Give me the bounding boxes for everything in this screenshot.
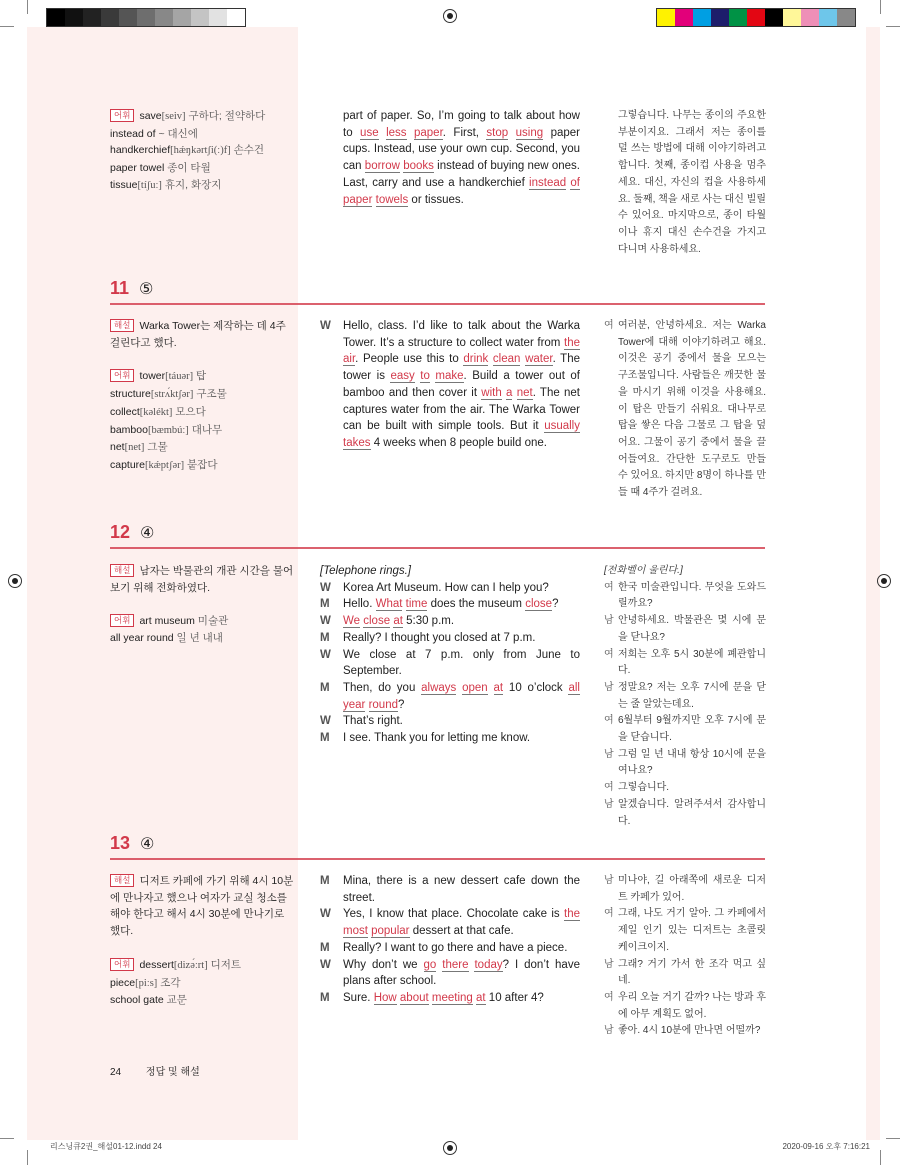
notes-column bbox=[110, 108, 295, 195]
dialogue-text: Hello, class. I’d like to talk about the Warka Tower. It’s a structure to collect water from the air. People use this to drink clean water. The tower is easy to make. Build a tower out of bamboo and then cover it with a net. The net captures water from the air. The Warka Tower can be built with simple tools. But it usually takes 4 weeks when 8 people build one. bbox=[343, 320, 580, 449]
color-swatch bbox=[783, 9, 801, 26]
highlighted-phrase: today bbox=[474, 958, 503, 971]
page-number: 24 bbox=[110, 1067, 122, 1078]
color-swatch bbox=[801, 9, 819, 26]
explanation-tag: 해설 bbox=[110, 874, 134, 887]
translation-line bbox=[604, 906, 766, 956]
vocab-word: school gate bbox=[110, 994, 164, 1007]
translation-text: 그래, 나도 거기 알아. 그 카페에서 제일 인기 있는 디저트는 초콜릿 케이크이지. bbox=[618, 908, 766, 953]
registration-mark-icon bbox=[877, 574, 891, 588]
speaker-label: 남 bbox=[604, 875, 614, 886]
dialogue-column bbox=[320, 873, 580, 1007]
vocab-phonetic: [hǽŋkərtʃi(ː)f] bbox=[170, 145, 231, 157]
speaker-label: M bbox=[320, 681, 330, 694]
vocab-item bbox=[110, 457, 295, 475]
vocab-meaning: 대나무 bbox=[191, 423, 223, 436]
explanation-text: 디저트 카페에 가기 위해 4시 10분에 만나자고 했으나 여자가 교실 청소를 해야 한다고 해서 4시 30분에 만나기로 했다. bbox=[110, 875, 294, 938]
translation-line bbox=[604, 647, 766, 680]
vocab-phonetic: [kəlékt] bbox=[139, 406, 173, 418]
section-number bbox=[110, 522, 154, 543]
highlighted-phrase: instead bbox=[529, 176, 567, 189]
translation-text: 그렇습니다. bbox=[618, 782, 670, 794]
speaker-label: 남 bbox=[604, 798, 614, 810]
vocab-word: handkerchief bbox=[110, 144, 171, 157]
highlighted-phrase: there bbox=[442, 958, 469, 971]
explanation-tag: 해설 bbox=[110, 564, 134, 577]
dialogue-line bbox=[320, 318, 580, 452]
dialogue-line bbox=[320, 906, 580, 939]
highlighted-phrase: make bbox=[435, 370, 464, 383]
vocab-tag: 어휘 bbox=[110, 369, 134, 382]
dialogue-column bbox=[343, 108, 580, 208]
section-divider bbox=[110, 547, 765, 549]
vocab-item bbox=[110, 613, 295, 630]
notes-column bbox=[110, 563, 295, 647]
vocab-phonetic: [bæmbúː] bbox=[147, 424, 189, 436]
section-divider bbox=[110, 303, 765, 305]
dialogue-line bbox=[320, 680, 580, 713]
crop-mark bbox=[27, 1150, 28, 1165]
answer-choice: ④ bbox=[140, 836, 155, 853]
vocab-item bbox=[110, 439, 295, 457]
highlighted-phrase: the bbox=[564, 908, 580, 921]
color-swatch bbox=[227, 9, 245, 26]
speaker-label: 남 bbox=[604, 748, 614, 760]
translation-text: 6월부터 9월까지만 오후 7시에 문을 닫습니다. bbox=[618, 715, 766, 744]
translation-line bbox=[604, 747, 766, 780]
translation-text: 한국 미술관입니다. 무엇을 도와드릴까요? bbox=[618, 581, 766, 610]
vocab-item bbox=[110, 975, 295, 993]
section-divider bbox=[110, 858, 765, 860]
vocab-tag: 어휘 bbox=[110, 958, 134, 971]
speaker-label: W bbox=[320, 320, 331, 332]
vocab-meaning: 조각 bbox=[160, 976, 181, 989]
speaker-label: W bbox=[320, 581, 331, 594]
dialogue-line bbox=[320, 730, 580, 747]
highlighted-phrase: clean bbox=[492, 353, 521, 366]
translation-text: 저희는 오후 5시 30분에 폐관합니다. bbox=[618, 648, 766, 677]
color-swatch bbox=[119, 9, 137, 26]
dialogue-text: We close at 5:30 p.m. bbox=[343, 615, 455, 628]
highlighted-phrase: using bbox=[515, 126, 544, 139]
dialogue-text: I see. Thank you for letting me know. bbox=[343, 732, 531, 745]
speaker-label: 여 bbox=[604, 581, 614, 593]
dialogue-text: That’s right. bbox=[343, 715, 403, 728]
explanation-text: Warka Tower는 제작하는 데 4주 걸린다고 했다. bbox=[110, 320, 286, 349]
highlighted-phrase: less bbox=[386, 126, 407, 139]
crop-mark bbox=[0, 26, 14, 27]
vocab-word: piece bbox=[110, 976, 136, 989]
speaker-label: M bbox=[320, 941, 330, 954]
vocab-word: all year round bbox=[110, 632, 174, 645]
vocab-word: dessert bbox=[139, 958, 174, 971]
vocab-meaning: ~ 대신에 bbox=[158, 127, 198, 140]
question-number: 13 bbox=[110, 833, 131, 853]
dialogue-text: Then, do you always open at 10 o’clock all year round? bbox=[343, 681, 580, 711]
explanation bbox=[110, 563, 295, 596]
translation-line bbox=[604, 1023, 766, 1040]
translation-text: 그렇습니다. 나무는 종이의 주요한 부분이지요. 그래서 저는 종이를 덜 쓰는 방법에 대해 이야기하려고 합니다. 첫째, 종이컵 사용을 멈추세요. 대신, 자신의 컵을 사용하세요. 둘째, 책을 새로 사는 대신 빌릴 수 있어요. 마지막으로, 종이 타월이나 휴지 대신 손수건을 가지고 다니며 사용하세요. bbox=[618, 110, 766, 255]
vocab-item bbox=[110, 992, 295, 1009]
vocab-word: save bbox=[139, 110, 162, 122]
explanation bbox=[110, 318, 295, 351]
vocab-word: net bbox=[110, 441, 125, 454]
explanation-tag: 해설 bbox=[110, 319, 134, 332]
color-swatch bbox=[693, 9, 711, 26]
highlighted-phrase: towels bbox=[375, 193, 409, 206]
crop-mark bbox=[880, 0, 881, 14]
vocab-item bbox=[110, 368, 295, 386]
answer-choice: ⑤ bbox=[139, 281, 154, 298]
translation-text: 우리 오늘 거기 갈까? 나는 방과 후에 아무 계획도 없어. bbox=[618, 991, 766, 1020]
vocab-word: bamboo bbox=[110, 423, 148, 436]
vocab-meaning: 탑 bbox=[196, 370, 207, 383]
vocab-meaning: 손수건 bbox=[233, 144, 265, 157]
speaker-label: M bbox=[320, 631, 330, 644]
dialogue-line bbox=[320, 580, 580, 597]
highlighted-phrase: a bbox=[506, 386, 513, 399]
vocab-item bbox=[110, 126, 295, 143]
highlighted-phrase: paper bbox=[343, 193, 373, 206]
speaker-label: W bbox=[320, 715, 331, 728]
translation-line bbox=[604, 990, 766, 1023]
highlighted-phrase: time bbox=[405, 598, 428, 611]
dialogue-line bbox=[343, 108, 580, 208]
registration-mark-icon bbox=[8, 574, 22, 588]
speaker-label: 여 bbox=[604, 991, 614, 1003]
speaker-label: 여 bbox=[604, 782, 614, 794]
highlighted-phrase: usually bbox=[544, 420, 580, 433]
vocab-phonetic: [seiv] bbox=[161, 111, 186, 122]
vocab-word: collect bbox=[110, 405, 140, 418]
dialogue-line bbox=[320, 713, 580, 730]
translation-line bbox=[604, 680, 766, 713]
translation-text: 알겠습니다. 알려주셔서 감사합니다. bbox=[618, 798, 766, 827]
vocab-phonetic: [tíʃuː] bbox=[137, 179, 162, 191]
highlighted-phrase: of bbox=[570, 176, 580, 189]
vocab-item bbox=[110, 957, 295, 975]
highlighted-phrase: How bbox=[373, 991, 397, 1004]
highlighted-phrase: at bbox=[493, 681, 504, 694]
highlighted-phrase: at bbox=[393, 615, 403, 628]
highlighted-phrase: paper bbox=[413, 126, 443, 139]
color-swatch bbox=[765, 9, 783, 26]
highlighted-phrase: most bbox=[343, 925, 368, 938]
dialogue-line bbox=[320, 940, 580, 957]
vocab-phonetic: [net] bbox=[124, 442, 145, 454]
vocab-meaning: 휴지, 화장지 bbox=[164, 178, 222, 191]
vocab-item bbox=[110, 386, 295, 404]
highlighted-phrase: We bbox=[343, 615, 361, 628]
question-number: 11 bbox=[110, 278, 130, 298]
highlighted-phrase: at bbox=[476, 991, 486, 1004]
crop-mark bbox=[27, 0, 28, 14]
highlighted-phrase: with bbox=[481, 386, 502, 399]
speaker-label: W bbox=[320, 648, 331, 661]
vocab-phonetic: [strʌ́ktʃər] bbox=[150, 389, 194, 401]
translation-text: 정말요? 저는 오후 7시에 문을 닫는 줄 알았는데요. bbox=[618, 681, 766, 710]
translation-line bbox=[604, 318, 766, 502]
spacer bbox=[110, 940, 295, 957]
vocab-word: tower bbox=[139, 370, 166, 383]
dialogue-text: Korea Art Museum. How can I help you? bbox=[343, 581, 549, 594]
color-swatch bbox=[711, 9, 729, 26]
highlighted-phrase: open bbox=[462, 681, 488, 694]
notes-column bbox=[110, 873, 295, 1009]
spacer bbox=[110, 351, 295, 368]
color-swatch bbox=[83, 9, 101, 26]
speaker-label: 남 bbox=[604, 615, 614, 627]
speaker-label: 남 bbox=[604, 1025, 614, 1037]
translation-text: 그럼 일 년 내내 항상 10시에 문을 여나요? bbox=[618, 748, 766, 777]
highlighted-phrase: round bbox=[368, 698, 398, 711]
vocab-word: tissue bbox=[110, 178, 138, 191]
section-number bbox=[110, 278, 153, 299]
vocab-meaning: 붙잡다 bbox=[187, 458, 218, 471]
vocab-phonetic: [kǽptʃər] bbox=[145, 459, 185, 471]
slug-date: 2020-09-16 오후 7:16:21 bbox=[782, 1142, 870, 1151]
highlighted-phrase: takes bbox=[343, 436, 371, 449]
vocab-meaning: 종이 타월 bbox=[167, 162, 211, 175]
highlighted-phrase: stop bbox=[486, 126, 509, 139]
speaker-label: M bbox=[320, 598, 330, 611]
translation-column bbox=[604, 318, 766, 502]
translation-line bbox=[604, 957, 766, 990]
footer-title: 정답 및 해설 bbox=[145, 1067, 200, 1078]
vocab-word: instead of bbox=[110, 127, 156, 140]
color-swatch bbox=[137, 9, 155, 26]
question-number: 12 bbox=[110, 522, 131, 542]
registration-mark-icon bbox=[443, 9, 457, 23]
translation-column bbox=[618, 108, 766, 258]
dialogue-text: Mina, there is a new dessert cafe down the street. bbox=[343, 875, 580, 904]
speaker-label: W bbox=[320, 908, 331, 921]
color-swatch bbox=[173, 9, 191, 26]
vocab-meaning: 모으다 bbox=[175, 405, 206, 418]
vocab-meaning: 구하다; 절약하다 bbox=[188, 110, 266, 122]
vocab-phonetic: [dizə́ːrt] bbox=[173, 959, 208, 971]
vocab-meaning: 구조물 bbox=[196, 388, 227, 401]
dialogue-text: part of paper. So, I’m going to talk about how to use less paper. First, stop using paper cups. Instead, use your own cup. Second, you can borrow books instead of buying new ones. Last, carry and use a handkerchief instead of paper towels or tissues. bbox=[343, 110, 581, 206]
vocab-meaning: 그물 bbox=[147, 441, 168, 454]
spacer bbox=[110, 596, 295, 613]
color-swatch bbox=[729, 9, 747, 26]
highlighted-phrase: drink bbox=[463, 353, 489, 366]
translation-column bbox=[604, 873, 766, 1040]
translation-text: 미나야, 길 아래쪽에 새로운 디저트 카페가 있어. bbox=[618, 875, 766, 903]
page-footer bbox=[110, 1063, 200, 1078]
dialogue-line bbox=[320, 957, 580, 990]
vocab-item bbox=[110, 108, 295, 126]
color-swatch bbox=[747, 9, 765, 26]
speaker-label: 남 bbox=[604, 681, 614, 693]
color-swatch bbox=[819, 9, 837, 26]
vocab-meaning: 교문 bbox=[166, 994, 187, 1007]
vocab-phonetic: [táuər] bbox=[165, 371, 194, 383]
speaker-label: M bbox=[320, 875, 330, 887]
translation-text: 여러분, 안녕하세요. 저는 Warka Tower에 대해 이야기하려고 해요. 이것은 공기 중에서 물을 모으는 구조물입니다. 사람들은 깨끗한 물을 마시기 위해 이것을 사용해요. 이 탑은 만들기 쉬워요. 대나무로 탑을 쌓은 다음 그물로 그 탑을 덮어요. 그물이 공기 중에서 물을 끌어들여요. 간단한 도구로도 만들 수 있어요. 하지만 8명이 하나를 만들 때 4주가 걸려요. bbox=[618, 320, 766, 499]
vocab-word: structure bbox=[110, 388, 151, 401]
color-swatch bbox=[101, 9, 119, 26]
dialogue-line bbox=[320, 596, 580, 613]
vocab-meaning: 미술관 bbox=[197, 615, 229, 628]
translation-text: 안녕하세요. 박물관은 몇 시에 문을 닫나요? bbox=[618, 615, 766, 643]
dialogue-text: Yes, I know that place. Chocolate cake is the most popular dessert at that cafe. bbox=[343, 908, 580, 938]
dialogue-line bbox=[320, 613, 580, 630]
speaker-label: 여 bbox=[604, 908, 614, 920]
color-swatch bbox=[657, 9, 675, 26]
dialogue-text: Hello. What time does the museum close? bbox=[343, 598, 559, 611]
speaker-label: M bbox=[320, 732, 330, 745]
color-swatch bbox=[191, 9, 209, 26]
vocab-word: paper towel bbox=[110, 162, 165, 175]
gray-color-bar bbox=[46, 8, 246, 27]
color-swatch bbox=[837, 9, 855, 26]
highlighted-phrase: always bbox=[421, 681, 457, 694]
vocab-tag: 어휘 bbox=[110, 109, 134, 122]
translation-line bbox=[604, 873, 766, 906]
dialogue-line bbox=[320, 630, 580, 647]
explanation bbox=[110, 873, 295, 940]
color-swatch bbox=[209, 9, 227, 26]
vocab-meaning: 일 년 내내 bbox=[176, 632, 223, 645]
highlighted-phrase: popular bbox=[371, 925, 410, 938]
highlighted-phrase: to bbox=[420, 370, 430, 383]
vocab-item bbox=[110, 142, 295, 160]
dialogue-text: Why don’t we go there today? I don’t have plans after school. bbox=[343, 958, 580, 988]
highlighted-phrase: all bbox=[568, 681, 580, 694]
translation-line bbox=[604, 580, 766, 613]
highlighted-phrase: books bbox=[403, 160, 434, 173]
color-swatch bbox=[675, 9, 693, 26]
dialogue-column bbox=[320, 318, 580, 452]
speaker-label: W bbox=[320, 615, 331, 628]
vocab-tag: 어휘 bbox=[110, 614, 134, 627]
color-swatch bbox=[65, 9, 83, 26]
stage-direction: [Telephone rings.] bbox=[320, 565, 412, 577]
translation-text: 좋아. 4시 10분에 만나면 어떨까? bbox=[618, 1025, 761, 1037]
slug-filename: 리스닝큐2권_해설01-12.indd 24 bbox=[50, 1142, 162, 1151]
crop-mark bbox=[886, 26, 900, 27]
translation-line bbox=[604, 780, 766, 797]
highlighted-phrase: close bbox=[525, 598, 553, 611]
highlighted-phrase: borrow bbox=[364, 160, 400, 173]
speaker-label: M bbox=[320, 991, 330, 1004]
speaker-label: W bbox=[320, 958, 331, 971]
speaker-label: 여 bbox=[604, 648, 614, 660]
translation-line bbox=[618, 108, 766, 258]
vocab-word: art museum bbox=[139, 615, 195, 628]
registration-mark-icon bbox=[443, 1141, 457, 1155]
translation-column bbox=[604, 563, 766, 830]
dialogue-text: Really? I want to go there and have a piece. bbox=[343, 941, 568, 954]
stage-direction-ko: [전화벨이 울린다.] bbox=[604, 565, 683, 576]
vocab-item bbox=[110, 422, 295, 440]
crop-mark bbox=[880, 1150, 881, 1165]
dialogue-line bbox=[320, 873, 580, 906]
highlighted-phrase: What bbox=[375, 598, 403, 611]
notes-column bbox=[110, 318, 295, 475]
section-number bbox=[110, 833, 154, 854]
dialogue-text: Really? I thought you closed at 7 p.m. bbox=[343, 631, 536, 644]
translation-line bbox=[604, 613, 766, 646]
dialogue-column bbox=[320, 563, 580, 747]
vocab-item bbox=[110, 630, 295, 647]
dialogue-line bbox=[320, 990, 580, 1007]
dialogue-text: We close at 7 p.m. only from June to September. bbox=[343, 648, 580, 678]
highlighted-phrase: easy bbox=[390, 370, 415, 383]
cmyk-color-bar bbox=[656, 8, 856, 27]
highlighted-phrase: air bbox=[343, 353, 356, 366]
speaker-label: 남 bbox=[604, 958, 614, 970]
vocab-item bbox=[110, 160, 295, 177]
highlighted-phrase: year bbox=[343, 698, 366, 711]
translation-line bbox=[604, 797, 766, 830]
translation-line bbox=[604, 713, 766, 746]
highlighted-phrase: close bbox=[363, 615, 391, 628]
speaker-label: 여 bbox=[604, 320, 614, 331]
vocab-word: capture bbox=[110, 458, 146, 471]
dialogue-text: Sure. How about meeting at 10 after 4? bbox=[343, 991, 544, 1004]
vocab-meaning: 디저트 bbox=[210, 958, 242, 971]
color-swatch bbox=[155, 9, 173, 26]
highlighted-phrase: about bbox=[399, 991, 429, 1004]
translation-text: 그래? 거기 가서 한 조각 먹고 싶네. bbox=[618, 958, 766, 987]
speaker-label: 여 bbox=[604, 715, 614, 727]
highlighted-phrase: use bbox=[360, 126, 379, 139]
crop-mark bbox=[886, 1138, 900, 1139]
highlighted-phrase: meeting bbox=[431, 991, 473, 1004]
highlighted-phrase: water bbox=[525, 353, 553, 366]
answer-choice: ④ bbox=[140, 525, 155, 542]
explanation-text: 남자는 박물관의 개관 시간을 물어보기 위해 전화하였다. bbox=[110, 565, 294, 594]
vocab-phonetic: [piːs] bbox=[135, 977, 158, 989]
highlighted-phrase: net bbox=[516, 386, 533, 399]
vocab-item bbox=[110, 404, 295, 422]
color-swatch bbox=[47, 9, 65, 26]
vocab-item bbox=[110, 177, 295, 195]
dialogue-line bbox=[320, 647, 580, 680]
highlighted-phrase: go bbox=[423, 958, 437, 971]
highlighted-phrase: the bbox=[564, 336, 580, 349]
crop-mark bbox=[0, 1138, 14, 1139]
